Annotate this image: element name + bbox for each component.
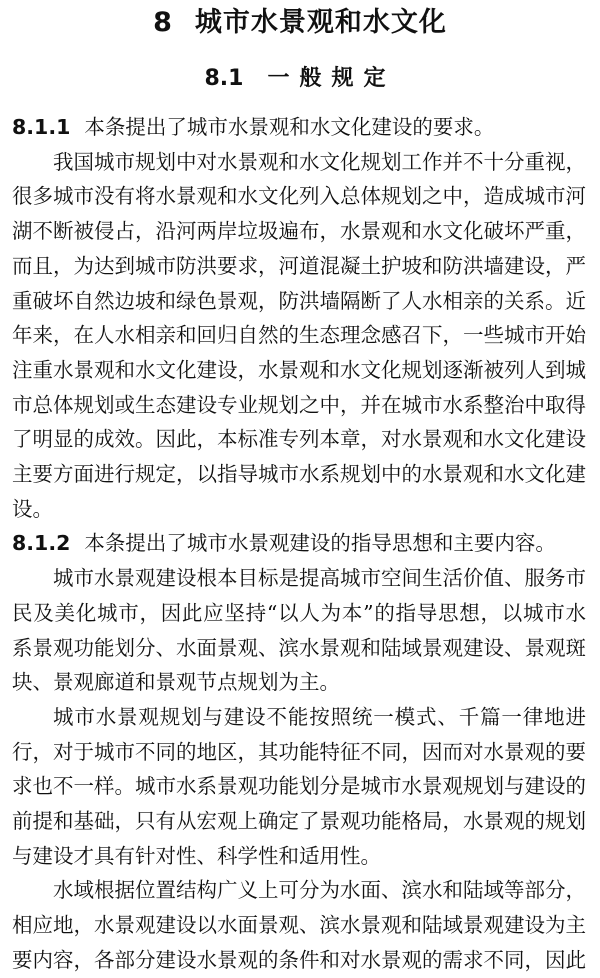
body-text <box>12 110 586 978</box>
clause-lead: 本条提出了城市水景观建设的指导思想和主要内容。 <box>84 531 556 556</box>
clause-8-1-2-paragraph-3: 水域根据位置结构广义上可分为水面、滨水和陆域等部分，相应地，水景观建设以水面景观、滨水景观和陆域景观建设为主要内容，各部分建设水景观的条件和对水景观的需求不同，因此 <box>12 878 586 972</box>
clause-8-1-1-paragraph-1: 我国城市规划中对水景观和水文化规划工作并不十分重视，很多城市没有将水景观和水文化列入总体规划之中，造成城市河湖不断被侵占，沿河两岸垃圾遍布，水景观和水文化破坏严重，而且，为达到城市防洪要求，河道混凝土护坡和防洪墙建设，严重破坏自然边坡和绿色景观，防洪墙隔断了人水相亲的关系。近年来，在人水相亲和回归自然的生态理念感召下，一些城市开始注重水景观和水文化建设，水景观和水文化规划逐渐被列人到城市总体规划或生态建设专业规划之中，并在城市水系整治中取得了明显的成效。因此，本标准专列本章，对水景观和水文化建设主要方面进行规定，以指导城市水系规划中的水景观和水文化建设。 <box>12 149 586 521</box>
section-title <box>0 64 600 94</box>
clause-8-1-2-heading <box>12 526 586 561</box>
clause-8-1-2-paragraph-1: 城市水景观建设根本目标是提高城市空间生活价值、服务市民及美化城市，因此应坚持“以人为本”的指导思想，以城市水系景观功能划分、水面景观、滨水景观和陆域景观建设、景观斑块、景观廊道和景观节点规划为主。 <box>12 566 586 695</box>
clause-number: 8.1.2 <box>12 531 71 556</box>
chapter-title-text: 城市水景观和水文化 <box>194 7 447 38</box>
clause-number: 8.1.1 <box>12 115 71 139</box>
clause-lead: 本条提出了城市水景观和水文化建设的要求。 <box>84 115 495 139</box>
section-title-text: 一般规定 <box>267 66 396 91</box>
clause-8-1-1-heading <box>12 110 586 145</box>
chapter-number: 8 <box>153 7 173 38</box>
chapter-title <box>0 6 600 40</box>
section-number: 8.1 <box>204 66 244 91</box>
clause-8-1-2-paragraph-2: 城市水景观规划与建设不能按照统一模式、千篇一律地进行，对于城市不同的地区，其功能特征不同，因而对水景观的要求也不一样。城市水系景观功能划分是城市水景观规划与建设的前提和基础，只有从宏观上确定了景观功能格局，水景观的规划与建设才具有针对性、科学性和适用性。 <box>12 704 586 868</box>
